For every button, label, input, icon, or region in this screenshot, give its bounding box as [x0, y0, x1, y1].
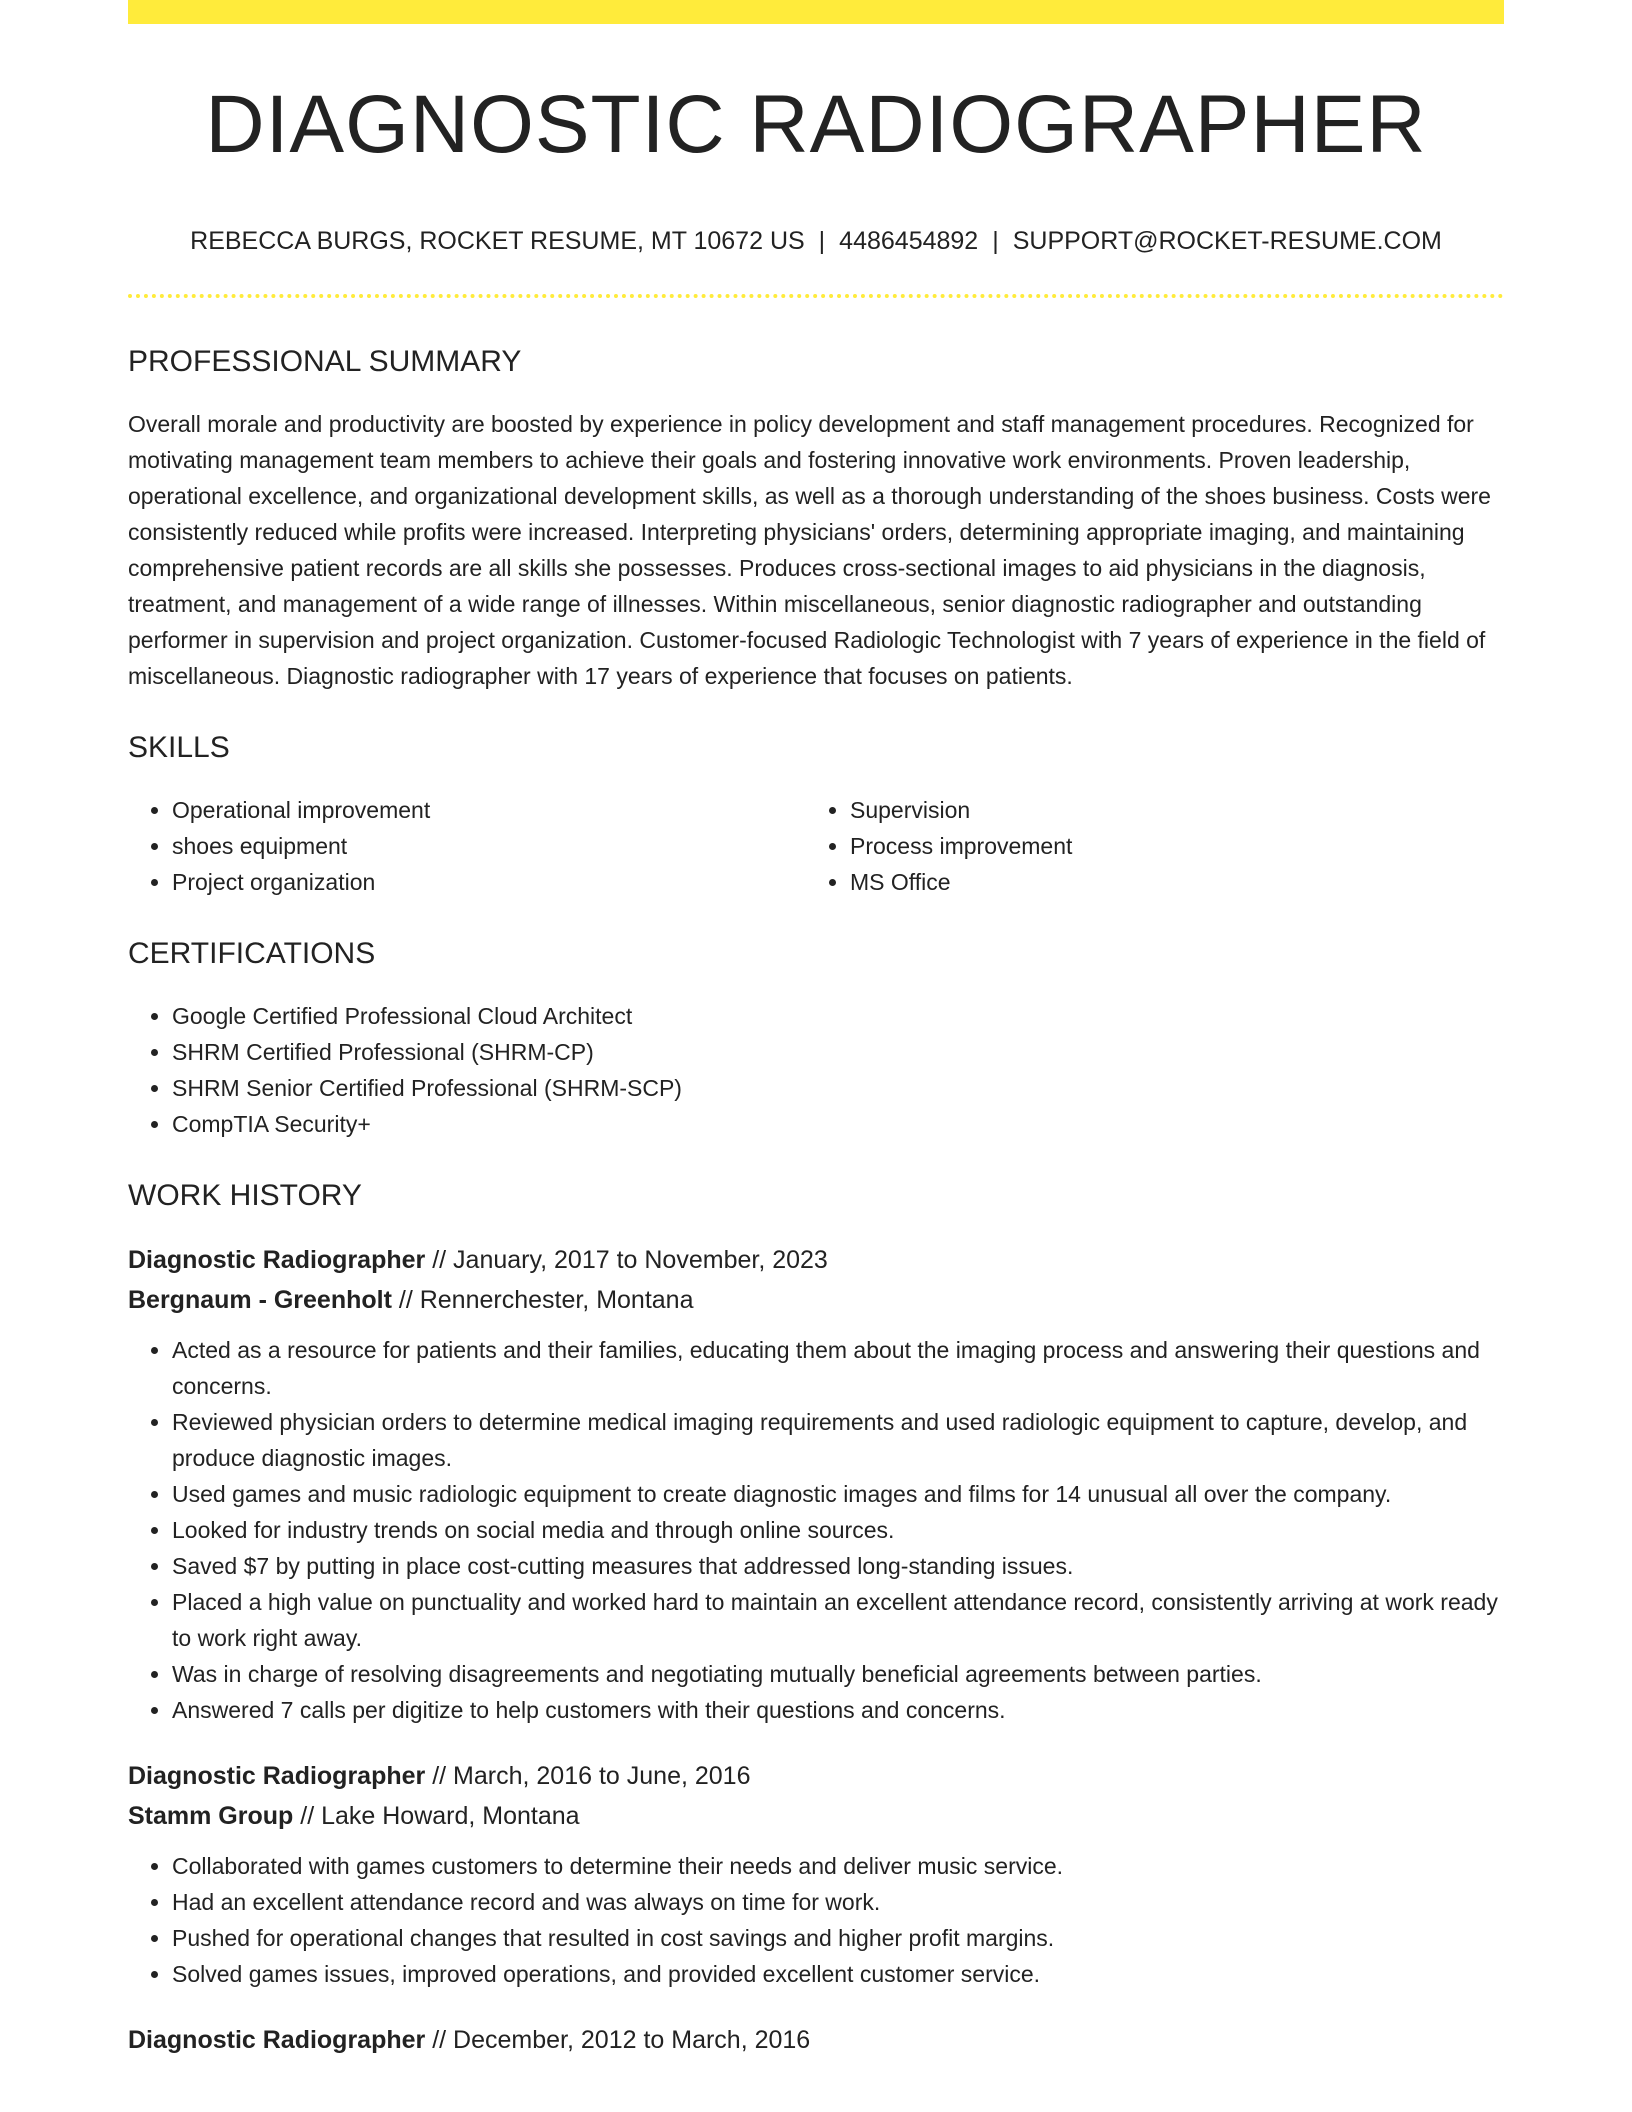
resume-page [128, 0, 1504, 2060]
resume-title: DIAGNOSTIC RADIOGRAPHER [205, 79, 1427, 170]
job-duty-item: • Had an excellent attendance record and was always on time for work. [172, 1884, 1504, 1920]
dotted-divider [128, 294, 1504, 298]
job-dates: // December, 2012 to March, 2016 [425, 2026, 811, 2055]
job-title-line [128, 1240, 1504, 1280]
skills-heading: SKILLS [128, 731, 230, 765]
job-duty-item: • Looked for industry trends on social media and through online sources. [172, 1512, 1504, 1548]
certifications-heading: CERTIFICATIONS [128, 937, 376, 971]
job-role: Diagnostic Radiographer [128, 2026, 426, 2055]
contact-separator: | [818, 227, 826, 256]
job-role: Diagnostic Radiographer [128, 1762, 426, 1791]
certification-item: • Google Certified Professional Cloud Architect [172, 998, 1504, 1034]
skill-item: • Project organization [172, 864, 806, 900]
certification-item: • CompTIA Security+ [172, 1106, 1504, 1142]
skills-column-2 [806, 792, 1490, 900]
job-duty-item: • Acted as a resource for patients and their families, educating them about the imaging process and answering their questions and concerns. [172, 1332, 1504, 1404]
certification-item: • SHRM Certified Professional (SHRM-CP) [172, 1034, 1504, 1070]
job-duties-list [128, 1848, 1504, 1992]
job-title-line [128, 1756, 1504, 1796]
job-dates: // January, 2017 to November, 2023 [425, 1246, 828, 1275]
skill-item: • Supervision [850, 792, 1490, 828]
skill-item: • Operational improvement [172, 792, 806, 828]
contact-address: REBECCA BURGS, ROCKET RESUME, MT 10672 US [190, 227, 805, 256]
job-company: Bergnaum - Greenholt [128, 1286, 392, 1315]
job-dates: // March, 2016 to June, 2016 [425, 1762, 751, 1791]
certifications-list [128, 998, 1504, 1142]
job-company: Stamm Group [128, 1802, 294, 1831]
summary-text: Overall morale and productivity are boosted by experience in policy development and staff management procedures. Recognized for motivating management team members to achieve their goals and fostering innovative work environments. Proven leadership, operational excellence, and organizational development skills, as well as a thorough understanding of the shoes business. Costs were consistently reduced while profits were increased. Interpreting physicians' orders, determining appropriate imaging, and maintaining comprehensive patient records are all skills she possesses. Produces cross-sectional images to aid physicians in the diagnosis, treatment, and management of a wide range of illnesses. Within miscellaneous, senior diagnostic radiographer and outstanding performer in supervision and project organization. Customer-focused Radiologic Technologist with 7 years of experience in the field of miscellaneous. Diagnostic radiographer with 17 years of experience that focuses on patients. [128, 411, 1491, 690]
job-entry [128, 2020, 1504, 2060]
job-duty-item: • Saved $7 by putting in place cost-cutting measures that addressed long-standing issues. [172, 1548, 1504, 1584]
job-company-line [128, 1280, 1504, 1320]
job-location: // Lake Howard, Montana [293, 1802, 580, 1831]
skills-list [128, 792, 1504, 900]
job-role: Diagnostic Radiographer [128, 1246, 426, 1275]
contact-separator: | [992, 227, 999, 256]
job-title-line [128, 2020, 1504, 2060]
skills-column-1 [128, 792, 806, 900]
job-entry [128, 1756, 1504, 1992]
contact-line [128, 226, 1504, 256]
job-duty-item: • Reviewed physician orders to determine medical imaging requirements and used radiologic equipment to capture, develop, and produce diagnostic images. [172, 1404, 1504, 1476]
job-duty-item: • Placed a high value on punctuality and worked hard to maintain an excellent attendance record, consistently arriving at work ready to work right away. [172, 1584, 1504, 1656]
job-company-line [128, 1796, 1504, 1836]
job-duty-item: • Answered 7 calls per digitize to help customers with their questions and concerns. [172, 1692, 1504, 1728]
job-duty-item: • Was in charge of resolving disagreements and negotiating mutually beneficial agreements between parties. [172, 1656, 1504, 1692]
summary-heading: PROFESSIONAL SUMMARY [128, 345, 522, 379]
contact-email: SUPPORT@ROCKET-RESUME.COM [1012, 227, 1442, 256]
job-duty-item: • Solved games issues, improved operations, and provided excellent customer service. [172, 1956, 1504, 1992]
job-entry [128, 1240, 1504, 1728]
job-location: // Rennerchester, Montana [391, 1286, 694, 1315]
skill-item: • Process improvement [850, 828, 1490, 864]
accent-bar [128, 0, 1504, 24]
certification-item: • SHRM Senior Certified Professional (SHRM-SCP) [172, 1070, 1504, 1106]
work-history-heading: WORK HISTORY [128, 1179, 362, 1213]
contact-phone: 4486454892 [839, 227, 979, 256]
job-duties-list [128, 1332, 1504, 1728]
job-duty-item: • Used games and music radiologic equipment to create diagnostic images and films for 14 unusual all over the company. [172, 1476, 1504, 1512]
job-duty-item: • Pushed for operational changes that resulted in cost savings and higher profit margins. [172, 1920, 1504, 1956]
skill-item: • MS Office [850, 864, 1490, 900]
job-duty-item: • Collaborated with games customers to determine their needs and deliver music service. [172, 1848, 1504, 1884]
skill-item: • shoes equipment [172, 828, 806, 864]
